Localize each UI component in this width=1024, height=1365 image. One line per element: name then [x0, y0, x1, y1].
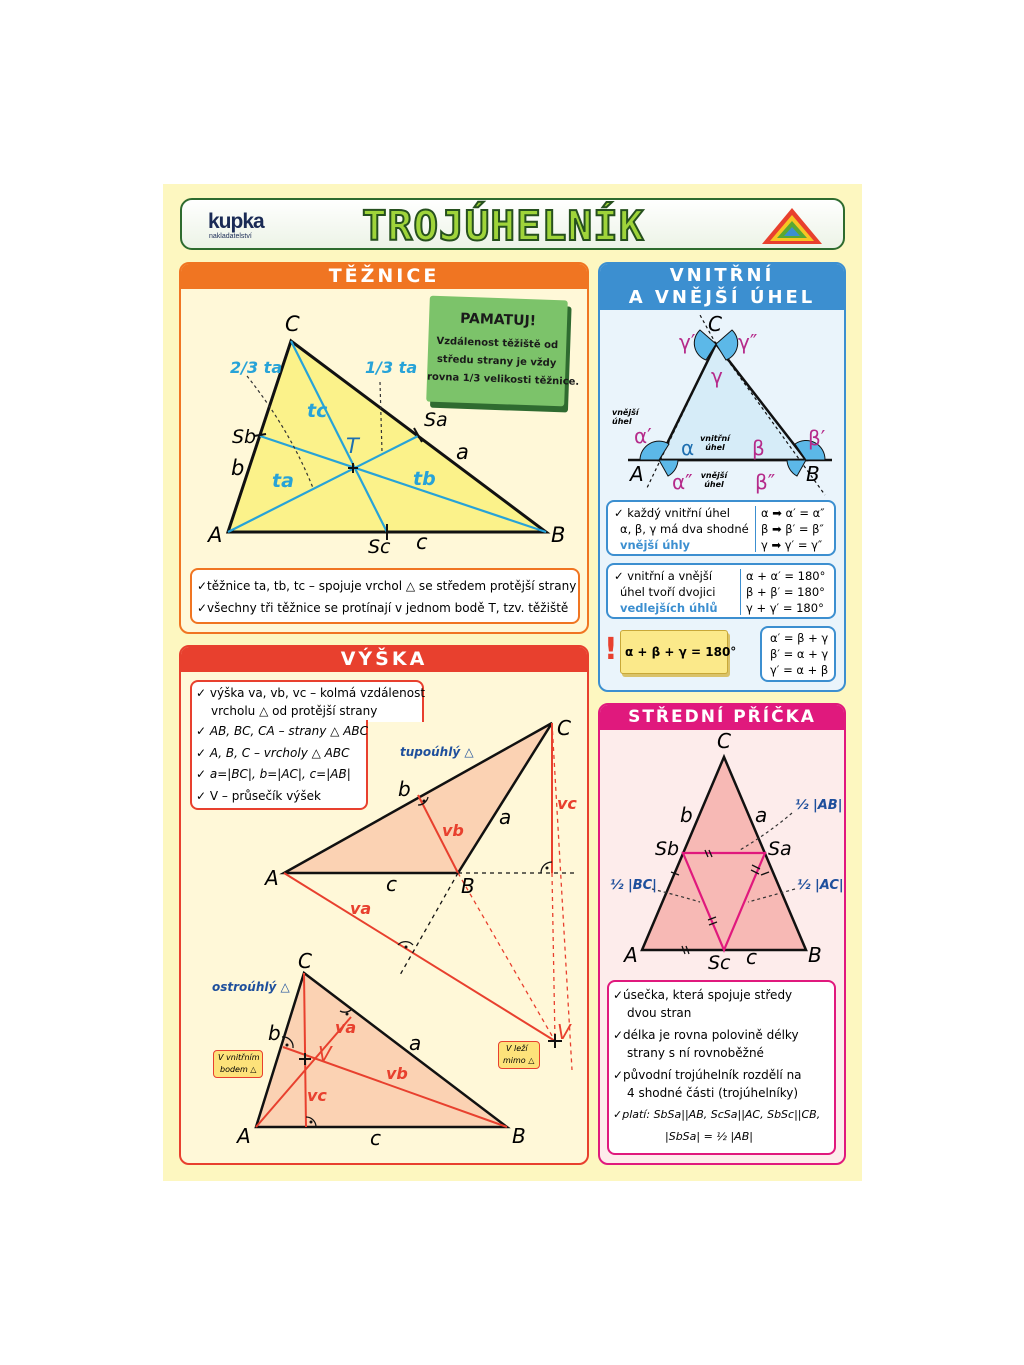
pricka-label-Sb: Sb: [655, 838, 680, 860]
vyska-fact-1: ✓ výška va, vb, vc – kolmá vzdálenost: [196, 686, 426, 700]
vyska-obtuse-label-va: va: [350, 899, 372, 918]
uhly-box1-left-1: ✓ každý vnitřní úhel: [614, 506, 730, 520]
vyska-obtuse-label-A: A: [265, 866, 279, 890]
teznice-label-ta: ta: [272, 470, 294, 492]
uhly-label-beta2: β″: [755, 470, 776, 494]
publisher-logo-subtitle: nakladatelství: [209, 233, 252, 240]
pricka-fact-4: strany s ní rovnoběžné: [627, 1046, 764, 1060]
vyska-acute-label-vb: vb: [386, 1064, 408, 1083]
uhly-box3-2: β′ = α + γ: [770, 647, 829, 661]
vyska-acute-label-B: B: [512, 1124, 526, 1148]
panel-uhly-heading-line2: A VNĚJŠÍ ÚHEL: [628, 287, 816, 308]
teznice-label-T: T: [346, 434, 359, 458]
vyska-acute-label-C: C: [298, 949, 312, 973]
poster-title: TROJÚHELNÍK: [362, 202, 645, 250]
uhly-box1-right-2: β ➡ β′ = β″: [761, 522, 824, 536]
pamatuj-line-1: Vzdálenost těžiště od: [436, 335, 559, 352]
vyska-obtuse-label-a: a: [499, 805, 512, 829]
pricka-fact-1: ✓úsečka, která spojuje středy: [613, 988, 793, 1002]
vyska-badge-outside-line2: mimo △: [503, 1056, 535, 1065]
pricka-facts-box: [607, 980, 836, 1155]
vyska-fact-3: ✓ AB, BC, CA – strany △ ABC: [196, 724, 369, 738]
vyska-obtuse-label-c: c: [386, 872, 397, 896]
uhly-box3-3: γ′ = α + β: [770, 663, 829, 677]
vyska-badge-outside-line1: V leží: [506, 1044, 528, 1053]
uhly-box1-left-2: α, β, γ má dva shodné: [620, 522, 749, 536]
uhly-label-beta: β: [752, 436, 765, 460]
vyska-fact-5: ✓ a=|BC|, b=|AC|, c=|AB|: [196, 767, 351, 781]
vyska-ostrouhly-label: ostroúhlý △: [212, 980, 290, 994]
uhly-box1-highlight: vnější úhly: [620, 538, 691, 552]
uhly-label-alpha: α: [681, 436, 695, 460]
pamatuj-line-2: středu strany je vždy: [436, 353, 557, 370]
uhly-box1-right-3: γ ➡ γ′ = γ″: [761, 538, 823, 552]
uhly-label-beta1: β′: [808, 426, 826, 450]
teznice-label-A: A: [208, 523, 223, 547]
vyska-acute-label-va: va: [335, 1018, 357, 1037]
uhly-label-gamma2: γ″: [738, 330, 758, 354]
uhly-box3-1: α′ = β + γ: [770, 631, 829, 645]
vyska-acute-label-vc: vc: [307, 1086, 327, 1105]
pricka-label-B: B: [808, 943, 822, 967]
vyska-obtuse-label-b: b: [398, 777, 411, 801]
teznice-label-c: c: [416, 530, 428, 554]
vyska-tupouhly-label: tupoúhlý △: [400, 745, 474, 759]
teznice-label-a: a: [456, 440, 469, 464]
pricka-label-A: A: [624, 943, 638, 967]
teznice-fact-2: ✓všechny tři těžnice se protínají v jednom bodě T, tzv. těžiště: [197, 601, 569, 615]
pricka-label-half-AC: ½ |AC|: [797, 878, 844, 893]
pricka-label-Sa: Sa: [768, 838, 792, 860]
panel-uhly-heading-line1: VNITŘNÍ: [669, 265, 775, 286]
vyska-acute-label-c: c: [370, 1126, 381, 1150]
teznice-fact-1: ✓těžnice ta, tb, tc – spojuje vrchol △ se středem protější strany: [197, 579, 577, 593]
uhly-box2-right-1: α + α′ = 180°: [746, 569, 826, 583]
uhly-box1-right-1: α ➡ α′ = α″: [761, 506, 825, 520]
uhly-label-C: C: [708, 312, 722, 336]
exclamation-icon: !: [604, 632, 618, 667]
teznice-label-tc: tc: [307, 400, 328, 422]
vyska-obtuse-label-V: V: [557, 1020, 571, 1044]
uhly-label-A: A: [630, 462, 644, 486]
uhly-box2-left-2: úhel tvoří dvojici: [620, 585, 716, 599]
uhly-label-alpha1: α′: [634, 424, 652, 448]
teznice-label-b: b: [231, 456, 245, 480]
pamatuj-title: PAMATUJ!: [459, 310, 537, 330]
pricka-label-half-BC: ½ |BC|: [610, 878, 657, 893]
pricka-fact-8: |SbSa| = ½ |AB|: [665, 1130, 753, 1143]
teznice-label-tb: tb: [413, 468, 436, 490]
vyska-badge-inside-line2: bodem △: [220, 1065, 257, 1074]
vyska-acute-label-A: A: [237, 1124, 251, 1148]
vyska-fact-2: vrcholu △ od protější strany: [211, 704, 378, 718]
vyska-acute-label-V: V: [318, 1042, 332, 1066]
vyska-obtuse-label-C: C: [557, 716, 571, 740]
vyska-acute-label-b: b: [268, 1021, 281, 1045]
teznice-label-B: B: [551, 523, 566, 547]
uhly-label-outer-2: vnější úhel: [700, 471, 728, 489]
teznice-label-Sc: Sc: [368, 536, 391, 558]
uhly-label-B: B: [806, 462, 820, 486]
panel-pricka-heading: STŘEDNÍ PŘÍČKA: [600, 705, 844, 730]
vyska-obtuse-label-vb: vb: [442, 821, 464, 840]
pricka-fact-7: ✓platí: SbSa||AB, ScSa||AC, SbSc||CB,: [613, 1108, 821, 1121]
teznice-label-C: C: [285, 312, 300, 336]
uhly-label-gamma1: γ′: [679, 330, 696, 354]
teznice-label-one-third-ta: 1/3 ta: [365, 358, 418, 377]
uhly-box2-right-2: β + β′ = 180°: [746, 585, 825, 599]
vyska-fact-4: ✓ A, B, C – vrcholy △ ABC: [196, 746, 350, 760]
teznice-label-Sa: Sa: [424, 409, 448, 431]
pricka-fact-5: ✓původní trojúhelník rozdělí na: [613, 1068, 802, 1082]
panel-vyska-heading: VÝŠKA: [181, 647, 587, 672]
panel-teznice-heading: TĚŽNICE: [181, 264, 587, 289]
vyska-acute-label-a: a: [409, 1031, 422, 1055]
pricka-fact-3: ✓délka je rovna polovině délky: [613, 1028, 799, 1042]
uhly-box2-right-3: γ + γ′ = 180°: [746, 601, 824, 615]
pricka-label-half-AB: ½ |AB|: [795, 798, 843, 813]
vyska-obtuse-label-B: B: [461, 874, 475, 898]
pricka-fact-6: 4 shodné části (trojúhelníky): [627, 1086, 799, 1100]
pricka-fact-2: dvou stran: [627, 1006, 692, 1020]
uhly-box2-highlight: vedlejších úhlů: [620, 601, 718, 615]
pricka-label-Sc: Sc: [708, 952, 731, 974]
uhly-label-alpha2: α″: [672, 470, 693, 494]
vyska-obtuse-label-vc: vc: [557, 794, 577, 813]
teznice-label-two-thirds-ta: 2/3 ta: [230, 358, 283, 377]
uhly-label-gamma: γ: [711, 364, 723, 388]
pricka-label-b: b: [680, 803, 693, 827]
angle-sum-text: α + β + γ = 180°: [625, 645, 737, 659]
pamatuj-line-3: rovna 1/3 velikosti těžnice.: [426, 371, 580, 388]
teznice-label-Sb: Sb: [232, 426, 257, 448]
uhly-label-outer: vnější úhel: [612, 408, 639, 426]
uhly-box2-left-1: ✓ vnitřní a vnější: [614, 569, 713, 583]
pricka-label-C: C: [717, 729, 731, 753]
uhly-label-inner: vnitřní úhel: [700, 434, 730, 452]
pricka-label-c: c: [746, 945, 757, 969]
publisher-logo: kupka: [208, 210, 264, 233]
vyska-badge-inside-line1: V vnitřním: [218, 1053, 260, 1062]
vyska-fact-6: ✓ V – průsečík výšek: [196, 789, 321, 803]
pricka-label-a: a: [755, 803, 768, 827]
